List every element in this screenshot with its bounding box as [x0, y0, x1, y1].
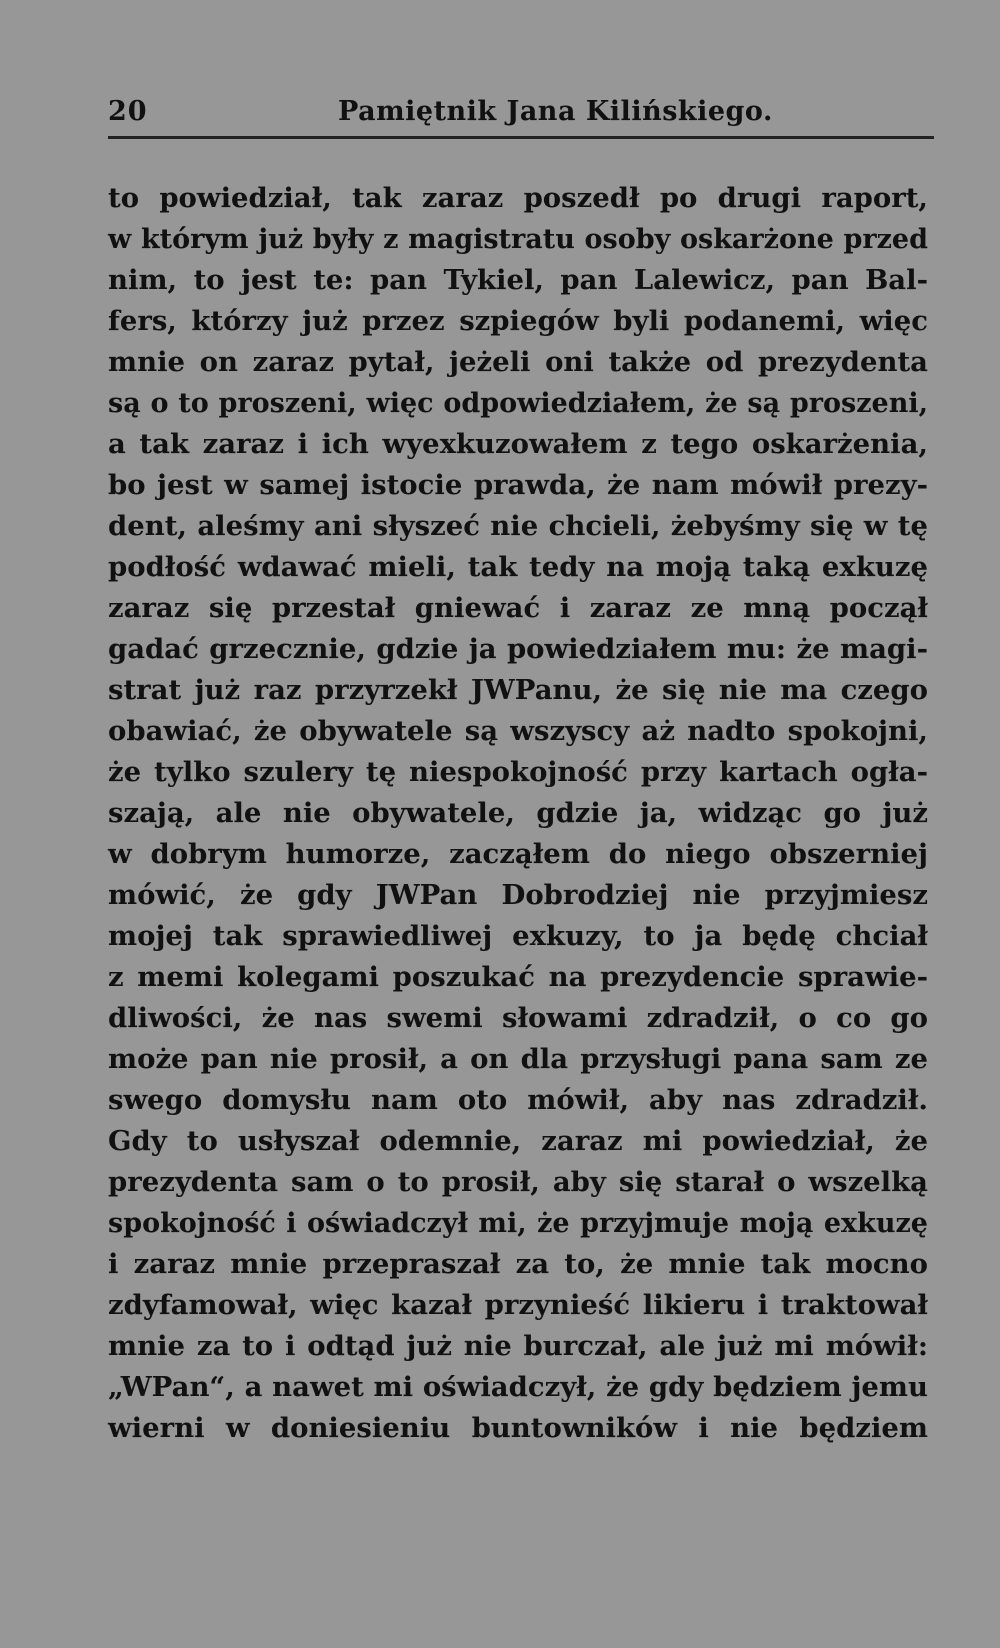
text-line: są o to proszeni, więc odpowiedziałem, że są proszeni,: [108, 388, 928, 419]
running-head: Pamiętnik Jana Kilińskiego.: [338, 96, 773, 127]
text-line: mojej tak sprawiedliwej exkuzy, to ja będę chciał: [108, 920, 928, 952]
text-line: z memi kolegami poszukać na prezydencie sprawie-: [108, 961, 928, 993]
text-line: zaraz się przestał gniewać i zaraz ze mną począł: [108, 592, 928, 624]
text-line: mówić, że gdy JWPan Dobrodziej nie przyjmiesz: [108, 879, 928, 911]
text-line: dent, aleśmy ani słyszeć nie chcieli, żebyśmy się w tę: [108, 510, 928, 542]
body-text: [108, 178, 928, 1449]
text-line: spokojność i oświadczył mi, że przyjmuje moją exkuzę: [108, 1208, 928, 1239]
text-line: fers, którzy już przez szpiegów byli podanemi, więc: [108, 305, 928, 337]
text-line: obawiać, że obywatele są wszyscy aż nadto spokojni,: [108, 715, 928, 747]
page-header: [108, 96, 934, 132]
text-line: prezydenta sam o to prosił, aby się starał o wszelką: [108, 1166, 928, 1198]
text-line: w dobrym humorze, zacząłem do niego obszerniej: [108, 838, 928, 870]
text-line: Gdy to usłyszał odemnie, zaraz mi powiedział, że: [108, 1125, 928, 1157]
text-line: może pan nie prosił, a on dla przysługi pana sam ze: [108, 1043, 928, 1075]
text-line: szają, ale nie obywatele, gdzie ja, widząc go już: [108, 797, 928, 829]
text-line: a tak zaraz i ich wyexkuzowałem z tego oskarżenia,: [108, 428, 928, 460]
text-line: zdyfamował, więc kazał przynieść likieru i traktował: [108, 1289, 928, 1321]
text-line: dliwości, że nas swemi słowami zdradził, o co go: [108, 1002, 928, 1034]
text-line: nim, to jest te: pan Tykiel, pan Lalewicz, pan Bal-: [108, 264, 928, 296]
text-line: gadać grzecznie, gdzie ja powiedziałem mu: że magi-: [108, 633, 928, 665]
header-rule: [108, 136, 934, 139]
text-line: bo jest w samej istocie prawda, że nam mówił prezy-: [108, 469, 928, 501]
text-line: mnie za to i odtąd już nie burczał, ale już mi mówił:: [108, 1330, 928, 1362]
text-line: podłość wdawać mieli, tak tedy na moją taką exkuzę: [108, 551, 928, 583]
text-line: w którym już były z magistratu osoby oskarżone przed: [108, 224, 928, 255]
text-line: swego domysłu nam oto mówił, aby nas zdradził.: [108, 1084, 928, 1116]
text-line: mnie on zaraz pytał, jeżeli oni także od prezydenta: [108, 346, 928, 378]
text-line: że tylko szulery tę niespokojność przy kartach ogła-: [108, 756, 928, 788]
text-line: wierni w doniesieniu buntowników i nie będziem: [108, 1412, 928, 1444]
text-line: „WPan“, a nawet mi oświadczył, że gdy będziem jemu: [108, 1371, 928, 1403]
text-line: to powiedział, tak zaraz poszedł po drugi raport,: [108, 182, 928, 214]
text-line: strat już raz przyrzekł JWPanu, że się nie ma czego: [108, 674, 928, 706]
page-number: 20: [108, 96, 148, 127]
text-line: i zaraz mnie przepraszał za to, że mnie tak mocno: [108, 1248, 928, 1280]
